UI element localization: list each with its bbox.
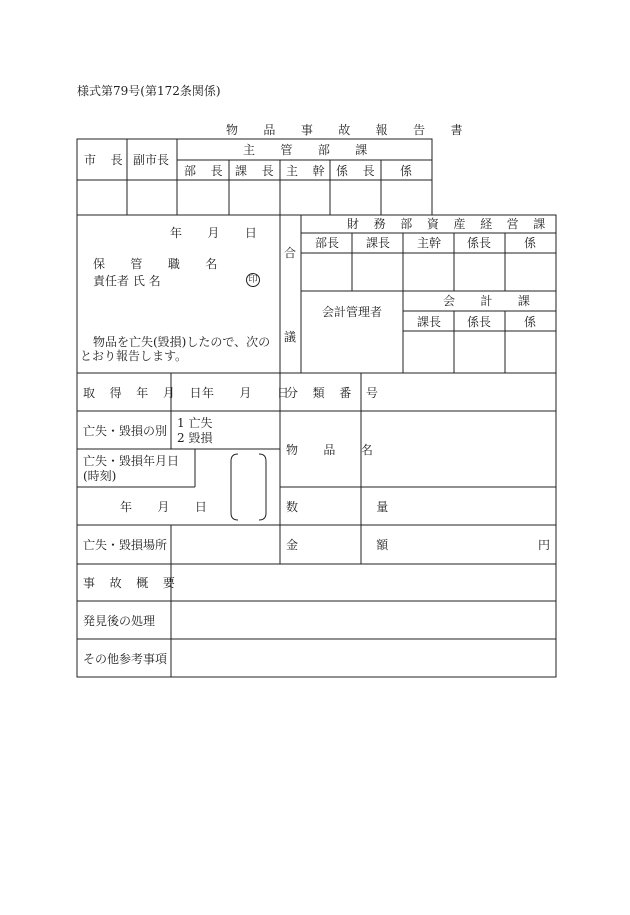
form-title: 物 品 事 故 報 告 書 [226, 123, 474, 137]
statement-line2: とおり報告します。 [80, 349, 188, 363]
seal-mark: 印 [246, 273, 260, 287]
loss-date-value: 年 月 日 [120, 500, 218, 514]
custodian-title: 保 管 職 名 [93, 257, 229, 271]
finance-col-subsection-chief: 係長 [467, 236, 492, 250]
accounting-col-section-chief: 課長 [417, 315, 442, 329]
amount-unit: 円 [538, 538, 551, 552]
loss-type-option-damage: 2 毀損 [177, 431, 213, 445]
finance-col-director: 部長 [315, 236, 340, 250]
vice-mayor-label: 副市長 [133, 153, 170, 167]
accounting-col-staff: 係 [524, 315, 537, 329]
dept-col-subsection-chief: 係 長 [336, 164, 381, 178]
right-bracket [259, 454, 266, 520]
dept-col-section-chief: 課 長 [235, 164, 280, 178]
finance-dept: 財 務 部 資 産 経 営 課 [347, 217, 551, 231]
acquisition-date-value: 年 月 日 [202, 386, 300, 400]
finance-col-supervisor: 主幹 [417, 236, 442, 250]
item-name-label: 物 品 名 [286, 443, 384, 457]
after-discovery-label: 発見後の処理 [83, 614, 156, 628]
classification-label: 分 類 番 号 [286, 386, 384, 400]
statement-line1: 物品を亡失(毀損)したので、次の [93, 335, 271, 349]
accounting-manager: 会計管理者 [322, 305, 383, 319]
consult-label-top: 合 [284, 246, 297, 260]
form-number: 様式第79号(第172条関係) [77, 84, 221, 98]
other-notes-label: その他参考事項 [83, 652, 168, 666]
dept-col-staff: 係 [400, 164, 413, 178]
acquisition-date-label: 取 得 年 月 日 [83, 386, 207, 400]
finance-col-staff: 係 [524, 236, 537, 250]
accounting-col-subsection-chief: 係長 [467, 315, 492, 329]
accounting-dept: 会 計 課 [443, 294, 541, 308]
amount-label: 金 額 [286, 538, 426, 552]
left-bracket [231, 454, 238, 520]
loss-time-label: (時刻) [83, 469, 117, 483]
loss-type-label: 亡失・毀損の別 [83, 424, 168, 438]
custodian-name: 責任者 氏 名 [93, 274, 161, 288]
dept-col-director: 部 長 [184, 164, 229, 178]
consult-label-bottom: 議 [284, 330, 297, 344]
report-date: 年 月 日 [170, 226, 268, 240]
summary-label: 事 故 概 要 [83, 576, 181, 590]
quantity-label: 数 量 [286, 500, 426, 514]
dept-col-supervisor: 主 幹 [286, 164, 331, 178]
finance-col-section-chief: 課長 [366, 236, 391, 250]
mayor-label: 市 長 [84, 153, 129, 167]
place-label: 亡失・毀損場所 [83, 538, 168, 552]
loss-date-label: 亡失・毀損年月日 [83, 454, 180, 468]
loss-type-option-loss: 1 亡失 [177, 416, 213, 430]
dept-header: 主 管 部 課 [243, 143, 379, 157]
